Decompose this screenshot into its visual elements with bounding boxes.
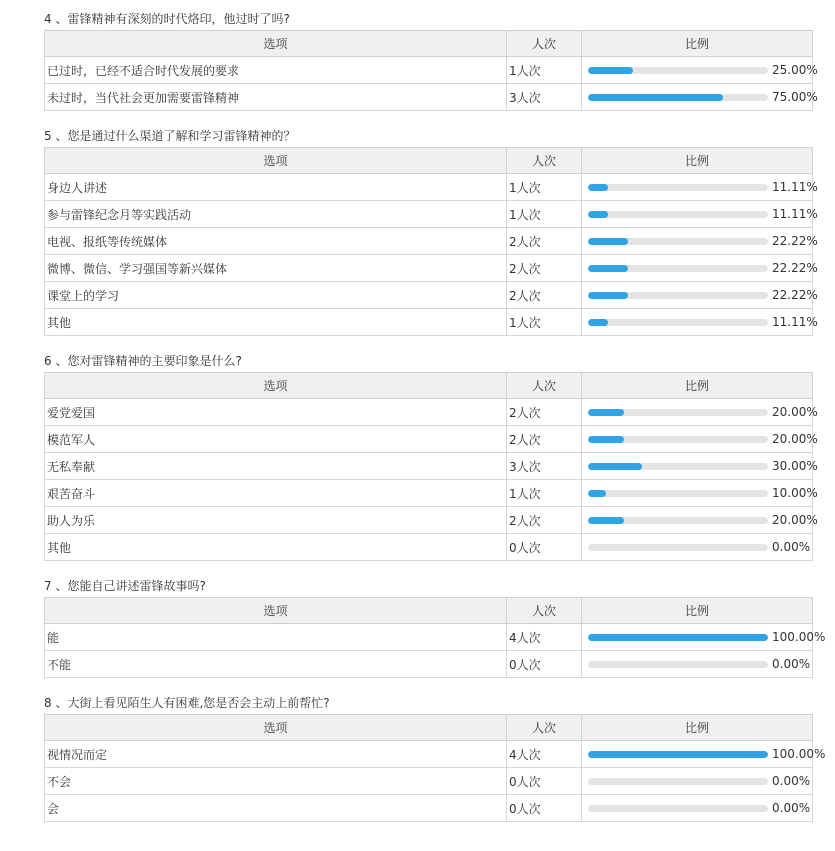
- progress-bar-fill: [588, 211, 608, 218]
- option-label: 能: [45, 624, 507, 651]
- question-title: 6 、您对雷锋精神的主要印象是什么?: [44, 354, 242, 368]
- progress-bar-fill: [588, 238, 628, 245]
- percent-label: 25.00%: [772, 63, 818, 77]
- header-ratio: 比例: [582, 148, 813, 174]
- response-count: 1人次: [507, 174, 582, 201]
- percent-label: 20.00%: [772, 432, 818, 446]
- section-spacer: [0, 561, 835, 575]
- ratio-cell: [582, 174, 818, 201]
- option-label: 不能: [45, 651, 507, 678]
- option-label: 艰苦奋斗: [45, 480, 507, 507]
- percent-label: 100.00%: [772, 747, 826, 761]
- progress-bar-track: [588, 805, 768, 812]
- option-label: 身边人讲述: [45, 174, 507, 201]
- table-row: [45, 426, 813, 453]
- progress-bar-track: [588, 238, 768, 245]
- question-title: 8 、大街上看见陌生人有困难,您是否会主动上前帮忙?: [44, 696, 330, 710]
- table-row: [45, 651, 813, 678]
- progress-bar-fill: [588, 292, 628, 299]
- table-row: [45, 84, 813, 111]
- table-row: [45, 453, 813, 480]
- section-spacer: [0, 111, 835, 125]
- ratio-bar-wrapper: [582, 174, 818, 200]
- table-row: [45, 399, 813, 426]
- header-count: 人次: [507, 715, 582, 741]
- progress-bar-track: [588, 751, 768, 758]
- response-count: 0人次: [507, 768, 582, 795]
- progress-bar-track: [588, 544, 768, 551]
- table-header-row: [45, 598, 813, 624]
- option-label: 会: [45, 795, 507, 822]
- ratio-cell: [582, 282, 818, 309]
- ratio-cell: [582, 84, 818, 111]
- results-table: [44, 147, 818, 336]
- table-row: [45, 282, 813, 309]
- table-row: [45, 795, 813, 822]
- percent-label: 75.00%: [772, 90, 818, 104]
- table-row: [45, 57, 813, 84]
- header-option: 选项: [45, 31, 507, 57]
- ratio-cell: [582, 741, 826, 768]
- table-row: [45, 201, 813, 228]
- progress-bar-track: [588, 67, 768, 74]
- section-spacer: [0, 678, 835, 692]
- percent-label: 0.00%: [772, 657, 811, 671]
- option-label: 爱党爱国: [45, 399, 507, 426]
- question-block: [0, 692, 835, 822]
- question-title: 5 、您是通过什么渠道了解和学习雷锋精神的？: [44, 129, 296, 143]
- option-label: 无私奉献: [45, 453, 507, 480]
- table-row: [45, 507, 813, 534]
- option-label: 微博、微信、学习强国等新兴媒体: [45, 255, 507, 282]
- results-table: [44, 30, 818, 111]
- option-label: 其他: [45, 534, 507, 561]
- progress-bar-track: [588, 778, 768, 785]
- ratio-bar-wrapper: [582, 453, 818, 479]
- response-count: 1人次: [507, 480, 582, 507]
- header-count: 人次: [507, 373, 582, 399]
- response-count: 2人次: [507, 282, 582, 309]
- progress-bar-track: [588, 436, 768, 443]
- table-header-row: [45, 715, 813, 741]
- header-option: 选项: [45, 715, 507, 741]
- option-label: 视情况而定: [45, 741, 507, 768]
- progress-bar-track: [588, 517, 768, 524]
- progress-bar-track: [588, 634, 768, 641]
- progress-bar-fill: [588, 751, 768, 758]
- ratio-cell: [582, 651, 813, 678]
- ratio-bar-wrapper: [582, 534, 812, 560]
- question-block: [0, 350, 835, 575]
- progress-bar-fill: [588, 517, 624, 524]
- header-ratio: 比例: [582, 31, 813, 57]
- table-header-row: [45, 373, 813, 399]
- ratio-cell: [582, 309, 818, 336]
- table-row: [45, 480, 813, 507]
- ratio-bar-wrapper: [582, 741, 826, 767]
- percent-label: 100.00%: [772, 630, 826, 644]
- percent-label: 22.22%: [772, 234, 818, 248]
- response-count: 0人次: [507, 534, 582, 561]
- response-count: 0人次: [507, 795, 582, 822]
- progress-bar-track: [588, 490, 768, 497]
- progress-bar-fill: [588, 463, 642, 470]
- progress-bar-fill: [588, 319, 608, 326]
- option-label: 电视、报纸等传统媒体: [45, 228, 507, 255]
- response-count: 4人次: [507, 624, 582, 651]
- question-block: [0, 125, 835, 350]
- question-title: 7 、您能自己讲述雷锋故事吗?: [44, 579, 206, 593]
- table-row: [45, 534, 813, 561]
- progress-bar-fill: [588, 409, 624, 416]
- response-count: 1人次: [507, 309, 582, 336]
- response-count: 3人次: [507, 453, 582, 480]
- table-row: [45, 309, 813, 336]
- header-ratio: 比例: [582, 598, 813, 624]
- percent-label: 11.11%: [772, 315, 818, 329]
- progress-bar-track: [588, 463, 768, 470]
- option-label: 课堂上的学习: [45, 282, 507, 309]
- option-label: 模范军人: [45, 426, 507, 453]
- header-count: 人次: [507, 31, 582, 57]
- ratio-bar-wrapper: [582, 228, 818, 254]
- question-block: [0, 575, 835, 692]
- option-label: 未过时，当代社会更加需要雷锋精神: [45, 84, 507, 111]
- response-count: 2人次: [507, 228, 582, 255]
- header-count: 人次: [507, 148, 582, 174]
- option-label: 已过时，已经不适合时代发展的要求: [45, 57, 507, 84]
- ratio-bar-wrapper: [582, 201, 818, 227]
- progress-bar-track: [588, 265, 768, 272]
- ratio-cell: [582, 624, 826, 651]
- ratio-cell: [582, 399, 818, 426]
- option-label: 不会: [45, 768, 507, 795]
- ratio-bar-wrapper: [582, 651, 812, 677]
- ratio-bar-wrapper: [582, 624, 826, 650]
- header-ratio: 比例: [582, 715, 813, 741]
- ratio-cell: [582, 768, 813, 795]
- response-count: 2人次: [507, 399, 582, 426]
- header-option: 选项: [45, 148, 507, 174]
- option-label: 参与雷锋纪念月等实践活动: [45, 201, 507, 228]
- ratio-cell: [582, 255, 818, 282]
- table-row: [45, 228, 813, 255]
- ratio-bar-wrapper: [582, 309, 818, 335]
- response-count: 2人次: [507, 255, 582, 282]
- ratio-bar-wrapper: [582, 255, 818, 281]
- header-count: 人次: [507, 598, 582, 624]
- response-count: 2人次: [507, 507, 582, 534]
- percent-label: 20.00%: [772, 405, 818, 419]
- table-row: [45, 255, 813, 282]
- ratio-bar-wrapper: [582, 282, 818, 308]
- response-count: 0人次: [507, 651, 582, 678]
- ratio-bar-wrapper: [582, 768, 812, 794]
- percent-label: 0.00%: [772, 540, 811, 554]
- results-table: [44, 714, 826, 822]
- percent-label: 11.11%: [772, 180, 818, 194]
- ratio-cell: [582, 57, 818, 84]
- progress-bar-track: [588, 319, 768, 326]
- progress-bar-fill: [588, 184, 608, 191]
- ratio-bar-wrapper: [582, 426, 818, 452]
- table-header-row: [45, 148, 813, 174]
- ratio-bar-wrapper: [582, 795, 812, 821]
- percent-label: 22.22%: [772, 261, 818, 275]
- option-label: 助人为乐: [45, 507, 507, 534]
- progress-bar-track: [588, 211, 768, 218]
- table-row: [45, 768, 813, 795]
- percent-label: 22.22%: [772, 288, 818, 302]
- progress-bar-track: [588, 292, 768, 299]
- ratio-cell: [582, 453, 818, 480]
- question-block: [0, 8, 835, 125]
- ratio-cell: [582, 426, 818, 453]
- results-table: [44, 597, 826, 678]
- progress-bar-fill: [588, 67, 633, 74]
- header-ratio: 比例: [582, 373, 813, 399]
- percent-label: 0.00%: [772, 774, 811, 788]
- question-title: 4 、雷锋精神有深刻的时代烙印，他过时了吗?: [44, 12, 290, 26]
- ratio-cell: [582, 507, 818, 534]
- percent-label: 10.00%: [772, 486, 818, 500]
- section-spacer: [0, 336, 835, 350]
- progress-bar-track: [588, 409, 768, 416]
- percent-label: 0.00%: [772, 801, 811, 815]
- progress-bar-fill: [588, 94, 723, 101]
- response-count: 2人次: [507, 426, 582, 453]
- ratio-bar-wrapper: [582, 480, 818, 506]
- table-header-row: [45, 31, 813, 57]
- table-row: [45, 624, 813, 651]
- progress-bar-fill: [588, 490, 606, 497]
- ratio-bar-wrapper: [582, 399, 818, 425]
- response-count: 3人次: [507, 84, 582, 111]
- table-row: [45, 741, 813, 768]
- header-option: 选项: [45, 598, 507, 624]
- response-count: 1人次: [507, 201, 582, 228]
- progress-bar-track: [588, 661, 768, 668]
- progress-bar-fill: [588, 634, 768, 641]
- percent-label: 11.11%: [772, 207, 818, 221]
- progress-bar-fill: [588, 436, 624, 443]
- option-label: 其他: [45, 309, 507, 336]
- ratio-cell: [582, 795, 813, 822]
- header-option: 选项: [45, 373, 507, 399]
- progress-bar-track: [588, 184, 768, 191]
- table-row: [45, 174, 813, 201]
- response-count: 1人次: [507, 57, 582, 84]
- results-table: [44, 372, 818, 561]
- ratio-cell: [582, 228, 818, 255]
- percent-label: 30.00%: [772, 459, 818, 473]
- ratio-cell: [582, 534, 813, 561]
- percent-label: 20.00%: [772, 513, 818, 527]
- ratio-bar-wrapper: [582, 507, 818, 533]
- response-count: 4人次: [507, 741, 582, 768]
- progress-bar-fill: [588, 265, 628, 272]
- progress-bar-track: [588, 94, 768, 101]
- ratio-cell: [582, 201, 818, 228]
- ratio-cell: [582, 480, 818, 507]
- ratio-bar-wrapper: [582, 84, 818, 110]
- ratio-bar-wrapper: [582, 57, 818, 83]
